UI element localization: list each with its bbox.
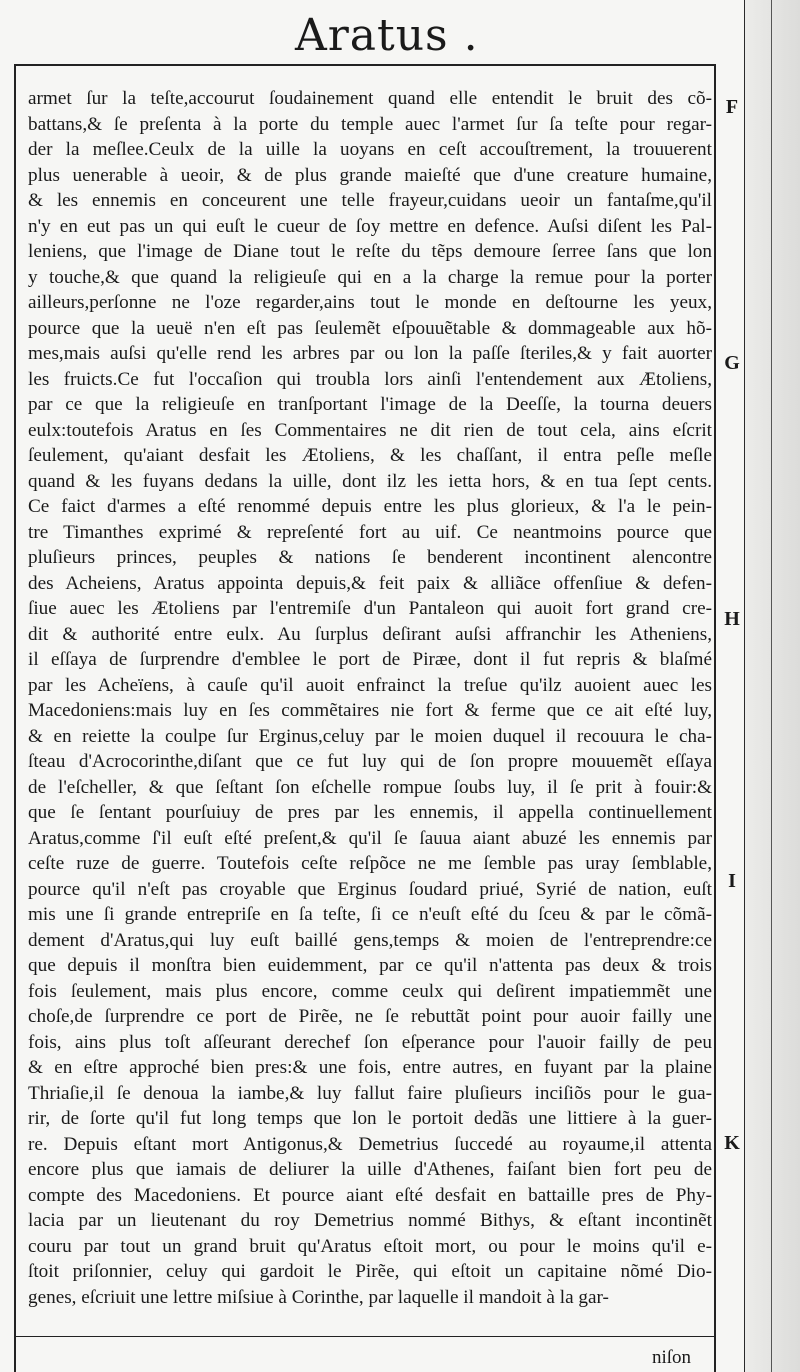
text-line: fois ſeulement, mais plus encore, comme ceulx qui deſirent impatiemmẽt une [28,980,712,1002]
text-line: & en eſtre approché bien pres:& une fois, entre autres, en fuyant par la plaine [28,1057,712,1078]
text-line: il eſſaya de ſurprendre d'emblee le port de Piræe, dont il fut repris & blaſmé [28,649,712,670]
text-line: par les Acheïens, à cauſe qu'il auoit enfrainct la treſue qu'ilz auoient auec les [28,674,712,696]
margin-letter-f: F [725,96,739,118]
text-line: ailleurs,perſonne ne l'oze regarder,ains tout le monde en deſtourne les yeux, [28,292,712,313]
text-line: de l'eſcheller, & que ſeſtant ſon eſchelle rompue ſoubs luy, il ſe prit à fouir:& [28,776,712,798]
text-line: mes,mais auſsi qu'elle rend les arbres par ou lon la paſſe ſteriles,& y fait auorter [28,343,712,364]
text-line: genes, eſcriuit une lettre miſsiue à Corinthe, par laquelle il mandoit à la gar- [28,1286,609,1308]
right-column-rule [714,66,716,1372]
text-line: quand & les fuyans dedans la uille, dont ilz les ietta hors, & en tua ſept cents. [28,470,712,492]
text-line: fois, ains plus toſt aſſeurant derechef ſon eſperance pour l'auoir failly de peu [28,1031,712,1053]
page-title: Aratus . [295,10,479,61]
text-line: couru par tout un grand bruit qu'Aratus eſtoit mort, ou pour le moins qu'il e- [28,1235,712,1257]
text-line: pource que la ueuë n'en eſt pas ſeulemẽt eſpouuẽtable & dommageable aux hõ- [28,317,712,339]
margin-letter-h: H [724,608,740,630]
text-line: tre Timanthes exprimé & repreſenté fort au uif. Ce neantmoins pource que [28,521,712,543]
text-line: & en reiette la coulpe ſur Erginus,celuy par le moien duquel il recouura le cha- [28,725,712,747]
page-edge-line-outer [771,0,772,1372]
text-line: pluſieurs princes, peuples & nations ſe benderent incontinent alencontre [28,547,712,568]
text-line: leniens, que l'image de Diane tout le reſte du tẽps demoure ſerree ſans que lon [28,241,712,262]
footer-rule [14,1336,716,1337]
text-line: lacia par un lieutenant du roy Demetrius nommé Bithys, & eſtant incontinẽt [28,1210,712,1231]
text-line: eulx:toutefois Aratus en ſes Commentaires ne dit rien de tout cela, ains eſcrit [28,419,712,441]
margin-letter-g: G [724,352,740,374]
text-line: ceſte ruze de guerre. Toutefois ceſte reſpõce ne me ſemble pas uray ſemblable, [28,853,712,874]
text-line: ſeulement, qu'aiant desfait les Ætoliens, & les chaſſant, il entra peſle meſle [28,445,712,466]
text-line: dement d'Aratus,qui luy euſt baillé gens,temps & moien de l'entreprendre:ce [28,929,712,951]
body-text [28,86,712,1310]
text-line: encore plus que iamais de deliurer la uille d'Athenes, faiſant bien fort peu de [28,1159,712,1180]
text-line: compte des Macedoniens. Et pource aiant eſté desfait en battaille pres de Phy- [28,1184,712,1206]
left-column-rule [14,66,16,1372]
text-line: par ce que la religieuſe en tranſportant l'image de la Deeſſe, la tourna deuers [28,394,712,415]
text-line: ſtoit priſonnier, celuy qui gardoit le Pirẽe, qui eſtoit un capitaine nõmé Dio- [28,1261,712,1282]
text-line: pource qu'il n'eſt pas croyable que Erginus ſoudard priué, Syrié de nation, euſt [28,878,712,900]
margin-letter-i: I [728,870,736,892]
text-line: ſiue auec les Ætoliens par l'entremiſe d'un Pantaleon qui auoit fort grand cre- [28,598,712,619]
text-line: der la meſlee.Ceulx de la uille la uoyans en ceſt accouſtrement, la trouuerent [28,139,712,160]
text-line: battans,& ſe preſenta à la porte du temple auec l'armet ſur ſa teſte pour regar- [28,113,712,135]
text-line: re. Depuis eſtant mort Antigonus,& Demetrius ſuccedé au royaume,il attenta [28,1133,712,1155]
text-line: y touche,& que quand la religieuſe qui en a la charge la remue pour la porter [28,266,712,288]
text-line: les fruicts.Ce fut l'occaſion qui troubla lors ainſi l'entendement aux Ætoliens, [28,368,712,390]
text-line: mis une ſi grande entrepriſe en ſa teſte, ſi ce n'euſt eſté du ſceu & par le cõmã- [28,904,712,925]
catchword: niſon [652,1347,692,1368]
text-line: des Acheiens, Aratus appointa depuis,& feit paix & alliãce offenſiue & defen- [28,572,712,594]
text-line: Macedoniens:mais luy en ſes commẽtaires nie fort & ferme que ce ait eſté luy, [28,700,712,721]
text-line: & les ennemis en conceurent une telle frayeur,cuidans ueoir un fantaſme,qu'il [28,190,712,211]
text-line: plus uenerable à ueoir, & de plus grande maieſté que d'une creature humaine, [28,164,712,186]
margin-letter-k: K [724,1132,740,1154]
text-line: Thriaſie,il ſe denoua la iambe,& luy fallut faire pluſieurs inciſiõs pour le gua- [28,1082,712,1104]
text-line: que depuis il monſtra bien euidemment, par ce qu'il n'attenta pas deux & trois [28,955,712,976]
text-line: armet ſur la teſte,accourut ſoudainement quand elle entendit le bruit des cõ- [28,88,712,109]
text-line: n'y en eut pas un qui euſt le cueur de ſoy mettre en defence. Auſsi diſent les Pal- [28,215,712,237]
page-gutter-edge [744,0,800,1372]
text-line: choſe,de ſurprendre ce port de Pirẽe, ne ſe rebuttãt point pour auoir failly une [28,1006,712,1027]
text-line: que ſe ſentant pourſuiuy de pres par les ennemis, il appella continuellement [28,802,712,823]
header-rule [14,64,716,66]
text-line: dit & authorité entre eulx. Au ſurplus deſirant auſsi affranchir les Atheniens, [28,623,712,645]
text-line: ſteau d'Acrocorinthe,diſant que ce fut luy qui de ſon propre mouuemẽt eſſaya [28,751,712,772]
text-line: Aratus,comme ſ'il euſt eſté preſent,& qu'il ſe ſauua aiant abuzé les ennemis par [28,827,712,849]
text-line: rir, de ſorte qu'il fut long temps que lon le portoit dedãs une littiere à la guer- [28,1108,712,1129]
page-edge-line [744,0,745,1372]
text-line: Ce faict d'armes a eſté renommé depuis entre les plus glorieux, & l'a le pein- [28,496,712,517]
